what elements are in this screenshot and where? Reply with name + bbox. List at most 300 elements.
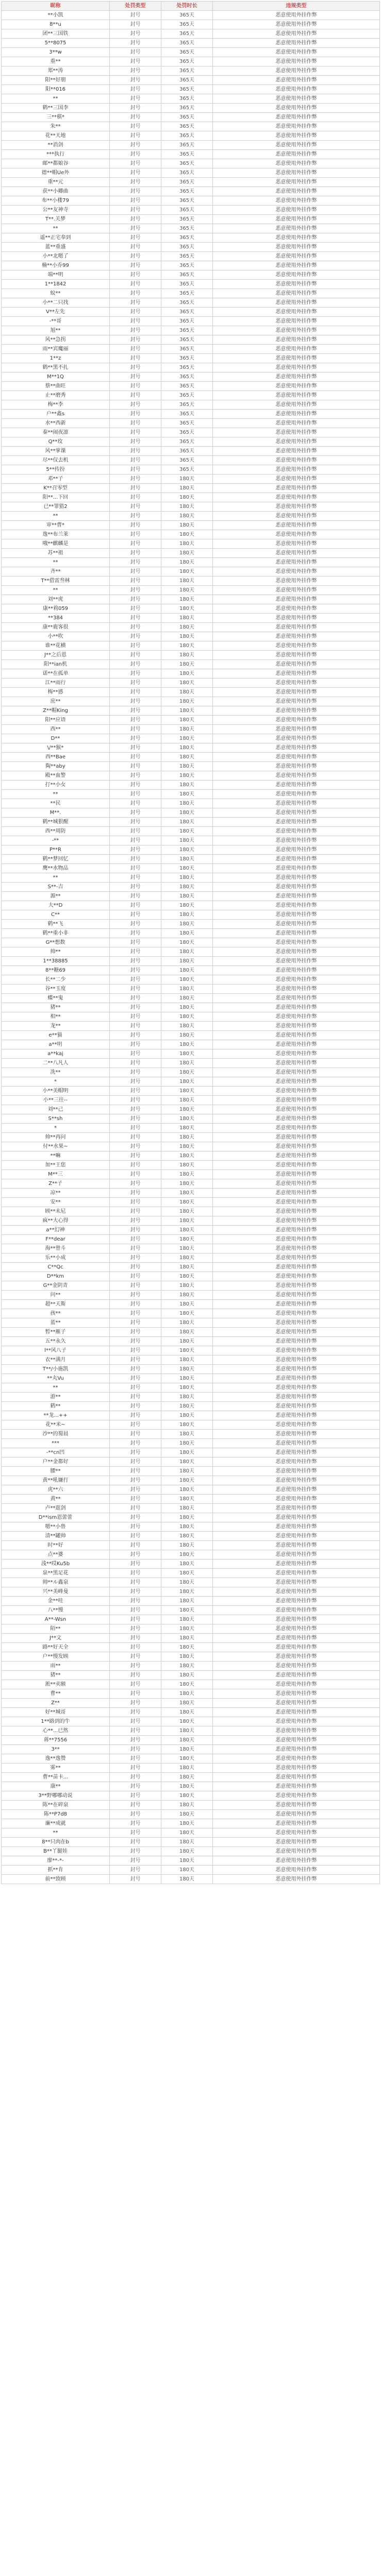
cell-penalty-duration: 180天: [161, 1235, 213, 1244]
cell-violation-type: 恶意使用外挂作弊: [213, 1810, 380, 1819]
cell-nickname: 逸**布兰莱: [2, 530, 110, 539]
cell-penalty-duration: 180天: [161, 1309, 213, 1318]
cell-violation-type: 恶意使用外挂作弊: [213, 1458, 380, 1467]
table-row: [2, 1754, 380, 1764]
cell-penalty-type: 封号: [110, 1439, 161, 1448]
cell-violation-type: 恶意使用外挂作弊: [213, 335, 380, 345]
table-row: [2, 549, 380, 558]
cell-penalty-type: 封号: [110, 1550, 161, 1560]
cell-violation-type: 恶意使用外挂作弊: [213, 187, 380, 196]
table-row: [2, 484, 380, 493]
cell-nickname: 猪**: [2, 1003, 110, 1012]
table-row: [2, 985, 380, 994]
table-row: [2, 1393, 380, 1402]
table-row: [2, 1847, 380, 1856]
cell-violation-type: 恶意使用外挂作弊: [213, 549, 380, 558]
cell-nickname: 源**: [2, 892, 110, 901]
table-row: [2, 1550, 380, 1560]
table-row: [2, 1828, 380, 1838]
cell-penalty-type: 封号: [110, 1856, 161, 1866]
cell-penalty-duration: 180天: [161, 567, 213, 577]
cell-nickname: 孩**: [2, 1309, 110, 1318]
cell-violation-type: 恶意使用外挂作弊: [213, 280, 380, 289]
cell-nickname: 3**: [2, 1745, 110, 1754]
cell-nickname: 黄**吼嫌打: [2, 1476, 110, 1485]
cell-penalty-type: 封号: [110, 178, 161, 187]
table-row: [2, 39, 380, 48]
cell-nickname: 5**传扮: [2, 465, 110, 474]
table-row: [2, 781, 380, 790]
table-row: [2, 595, 380, 604]
cell-nickname: 江**雨行: [2, 679, 110, 688]
cell-penalty-duration: 180天: [161, 1504, 213, 1513]
table-row: [2, 502, 380, 512]
cell-nickname: 尽**仅去机: [2, 456, 110, 465]
table-row: [2, 586, 380, 595]
cell-penalty-type: 封号: [110, 474, 161, 484]
cell-penalty-duration: 180天: [161, 725, 213, 734]
cell-penalty-duration: 180天: [161, 1791, 213, 1801]
cell-penalty-duration: 180天: [161, 1615, 213, 1624]
table-row: [2, 1819, 380, 1828]
table-row: [2, 280, 380, 289]
cell-penalty-duration: 365天: [161, 57, 213, 66]
table-row: [2, 66, 380, 76]
cell-penalty-duration: 180天: [161, 1726, 213, 1736]
cell-penalty-type: 封号: [110, 1337, 161, 1346]
cell-penalty-duration: 180天: [161, 892, 213, 901]
cell-violation-type: 恶意使用外挂作弊: [213, 623, 380, 632]
cell-penalty-type: 封号: [110, 641, 161, 651]
cell-nickname: 阳**好朋: [2, 76, 110, 85]
cell-violation-type: 恶意使用外挂作弊: [213, 651, 380, 660]
cell-nickname: 凉**: [2, 1189, 110, 1198]
cell-penalty-type: 封号: [110, 113, 161, 122]
table-row: [2, 1355, 380, 1365]
cell-nickname: 小**美帽明: [2, 1087, 110, 1096]
cell-nickname: 阳**016: [2, 85, 110, 94]
cell-penalty-type: 封号: [110, 1151, 161, 1161]
cell-penalty-type: 封号: [110, 1189, 161, 1198]
cell-penalty-duration: 180天: [161, 1652, 213, 1662]
cell-nickname: 超**天斯: [2, 1300, 110, 1309]
cell-penalty-duration: 180天: [161, 484, 213, 493]
table-row: [2, 1448, 380, 1458]
cell-penalty-type: 封号: [110, 1504, 161, 1513]
cell-penalty-type: 封号: [110, 1049, 161, 1059]
cell-penalty-type: 封号: [110, 836, 161, 845]
cell-penalty-type: 封号: [110, 1569, 161, 1578]
cell-penalty-duration: 180天: [161, 1495, 213, 1504]
cell-violation-type: 恶意使用外挂作弊: [213, 1291, 380, 1300]
table-row: [2, 1263, 380, 1272]
cell-penalty-type: 封号: [110, 410, 161, 419]
table-row: [2, 1726, 380, 1736]
cell-nickname: 兴**美峰曼: [2, 1587, 110, 1597]
cell-violation-type: 恶意使用外挂作弊: [213, 595, 380, 604]
cell-penalty-duration: 180天: [161, 1253, 213, 1263]
cell-nickname: 问**: [2, 1291, 110, 1300]
cell-penalty-duration: 365天: [161, 66, 213, 76]
cell-penalty-duration: 180天: [161, 947, 213, 957]
table-row: [2, 558, 380, 567]
cell-penalty-duration: 180天: [161, 1578, 213, 1587]
cell-violation-type: 恶意使用外挂作弊: [213, 1708, 380, 1717]
cell-penalty-type: 封号: [110, 994, 161, 1003]
cell-nickname: 雨**: [2, 1662, 110, 1671]
cell-penalty-type: 封号: [110, 1736, 161, 1745]
cell-nickname: S**sh: [2, 1114, 110, 1124]
cell-penalty-type: 封号: [110, 558, 161, 567]
table-row: [2, 873, 380, 883]
cell-penalty-duration: 180天: [161, 1355, 213, 1365]
cell-violation-type: 恶意使用外挂作弊: [213, 1634, 380, 1643]
cell-penalty-type: 封号: [110, 669, 161, 679]
cell-nickname: 殿**血警: [2, 771, 110, 781]
table-row: [2, 1801, 380, 1810]
cell-nickname: 冼**: [2, 1068, 110, 1077]
cell-penalty-duration: 180天: [161, 474, 213, 484]
cell-violation-type: 恶意使用外挂作弊: [213, 1726, 380, 1736]
cell-nickname: 西**: [2, 725, 110, 734]
cell-violation-type: 恶意使用外挂作弊: [213, 206, 380, 215]
cell-penalty-type: 封号: [110, 845, 161, 855]
table-row: [2, 1485, 380, 1495]
cell-violation-type: 恶意使用外挂作弊: [213, 76, 380, 85]
table-row: [2, 512, 380, 521]
cell-nickname: a**幻神: [2, 1226, 110, 1235]
cell-penalty-type: 封号: [110, 734, 161, 743]
table-row: [2, 1235, 380, 1244]
table-row: [2, 1764, 380, 1773]
cell-penalty-type: 封号: [110, 539, 161, 549]
cell-penalty-duration: 180天: [161, 957, 213, 966]
table-row: [2, 1773, 380, 1782]
cell-violation-type: 恶意使用外挂作弊: [213, 975, 380, 985]
cell-violation-type: 恶意使用外挂作弊: [213, 1866, 380, 1875]
table-row: [2, 104, 380, 113]
cell-violation-type: 恶意使用外挂作弊: [213, 419, 380, 428]
cell-violation-type: 恶意使用外挂作弊: [213, 883, 380, 892]
cell-violation-type: 恶意使用外挂作弊: [213, 447, 380, 456]
cell-violation-type: 恶意使用外挂作弊: [213, 1244, 380, 1253]
cell-violation-type: 恶意使用外挂作弊: [213, 771, 380, 781]
cell-nickname: G**想数: [2, 938, 110, 947]
table-row: [2, 883, 380, 892]
cell-nickname: 齐**: [2, 567, 110, 577]
cell-nickname: 花**天地: [2, 131, 110, 141]
cell-penalty-duration: 180天: [161, 762, 213, 771]
table-row: [2, 233, 380, 243]
cell-penalty-duration: 365天: [161, 122, 213, 131]
cell-penalty-type: 封号: [110, 1216, 161, 1226]
table-row: [2, 1420, 380, 1430]
cell-violation-type: 恶意使用外挂作弊: [213, 1689, 380, 1699]
cell-penalty-duration: 180天: [161, 1773, 213, 1782]
header-penalty-type: 处罚类型: [110, 2, 161, 11]
cell-violation-type: 恶意使用外挂作弊: [213, 48, 380, 57]
cell-nickname: **: [2, 873, 110, 883]
table-row: [2, 1142, 380, 1151]
cell-nickname: 疯**大心得: [2, 1216, 110, 1226]
cell-violation-type: 恶意使用外挂作弊: [213, 1133, 380, 1142]
table-row: [2, 808, 380, 818]
cell-penalty-duration: 180天: [161, 1142, 213, 1151]
cell-penalty-duration: 180天: [161, 771, 213, 781]
cell-nickname: 团**三国铁: [2, 29, 110, 39]
cell-penalty-duration: 180天: [161, 1198, 213, 1207]
cell-violation-type: 恶意使用外挂作弊: [213, 1253, 380, 1263]
cell-penalty-duration: 180天: [161, 1059, 213, 1068]
cell-penalty-duration: 365天: [161, 410, 213, 419]
cell-nickname: ***执行: [2, 150, 110, 159]
cell-penalty-type: 封号: [110, 400, 161, 410]
cell-violation-type: 恶意使用外挂作弊: [213, 1801, 380, 1810]
cell-nickname: **消剑: [2, 141, 110, 150]
cell-penalty-type: 封号: [110, 790, 161, 799]
table-row: [2, 410, 380, 419]
cell-penalty-duration: 180天: [161, 1133, 213, 1142]
cell-penalty-duration: 180天: [161, 743, 213, 753]
cell-violation-type: 恶意使用外挂作弊: [213, 456, 380, 465]
cell-penalty-type: 封号: [110, 437, 161, 447]
table-row: [2, 641, 380, 651]
cell-violation-type: 恶意使用外挂作弊: [213, 521, 380, 530]
cell-violation-type: 恶意使用外挂作弊: [213, 243, 380, 252]
cell-nickname: D**km: [2, 1272, 110, 1281]
cell-penalty-type: 封号: [110, 1179, 161, 1189]
table-row: [2, 465, 380, 474]
cell-penalty-type: 封号: [110, 345, 161, 354]
cell-violation-type: 恶意使用外挂作弊: [213, 1003, 380, 1012]
cell-nickname: 付**水果~: [2, 1142, 110, 1151]
cell-violation-type: 恶意使用外挂作弊: [213, 1513, 380, 1522]
cell-violation-type: 恶意使用外挂作弊: [213, 1411, 380, 1420]
cell-penalty-duration: 365天: [161, 215, 213, 224]
cell-penalty-type: 封号: [110, 502, 161, 512]
cell-penalty-type: 封号: [110, 233, 161, 243]
cell-violation-type: 恶意使用外挂作弊: [213, 1485, 380, 1495]
cell-nickname: 海**曾斗: [2, 1244, 110, 1253]
table-row: [2, 113, 380, 122]
table-row: [2, 771, 380, 781]
cell-nickname: 相**: [2, 1012, 110, 1022]
cell-violation-type: 恶意使用外挂作弊: [213, 994, 380, 1003]
cell-nickname: 小**吹: [2, 632, 110, 641]
cell-penalty-type: 封号: [110, 1300, 161, 1309]
table-row: [2, 456, 380, 465]
table-row: [2, 1151, 380, 1161]
cell-penalty-type: 封号: [110, 1207, 161, 1216]
cell-penalty-type: 封号: [110, 1077, 161, 1087]
table-row: [2, 1439, 380, 1448]
table-row: [2, 901, 380, 910]
cell-violation-type: 恶意使用外挂作弊: [213, 1365, 380, 1374]
cell-violation-type: 恶意使用外挂作弊: [213, 762, 380, 771]
cell-nickname: K**召零型: [2, 484, 110, 493]
cell-penalty-type: 封号: [110, 883, 161, 892]
cell-penalty-duration: 180天: [161, 632, 213, 641]
cell-penalty-type: 封号: [110, 66, 161, 76]
cell-penalty-type: 封号: [110, 1587, 161, 1597]
cell-penalty-type: 封号: [110, 873, 161, 883]
cell-nickname: M**三: [2, 1170, 110, 1179]
cell-penalty-duration: 180天: [161, 873, 213, 883]
cell-penalty-duration: 180天: [161, 1022, 213, 1031]
cell-violation-type: 恶意使用外挂作弊: [213, 1578, 380, 1587]
cell-nickname: Z**: [2, 1699, 110, 1708]
cell-nickname: Z**帽King: [2, 706, 110, 716]
cell-penalty-duration: 365天: [161, 48, 213, 57]
cell-nickname: 布**小楼79: [2, 196, 110, 206]
cell-penalty-duration: 180天: [161, 1476, 213, 1485]
cell-penalty-type: 封号: [110, 1652, 161, 1662]
table-row: [2, 1049, 380, 1059]
cell-penalty-duration: 180天: [161, 901, 213, 910]
cell-penalty-type: 封号: [110, 289, 161, 298]
cell-nickname: 浅**哎Ku5b: [2, 1560, 110, 1569]
cell-violation-type: 恶意使用外挂作弊: [213, 1068, 380, 1077]
cell-violation-type: 恶意使用外挂作弊: [213, 1402, 380, 1411]
cell-violation-type: 恶意使用外挂作弊: [213, 530, 380, 539]
cell-penalty-type: 封号: [110, 298, 161, 308]
cell-nickname: **: [2, 790, 110, 799]
table-row: [2, 1791, 380, 1801]
cell-penalty-type: 封号: [110, 799, 161, 808]
cell-penalty-type: 封号: [110, 1420, 161, 1430]
cell-violation-type: 恶意使用外挂作弊: [213, 1754, 380, 1764]
table-row: [2, 159, 380, 168]
cell-penalty-type: 封号: [110, 1253, 161, 1263]
cell-penalty-duration: 365天: [161, 261, 213, 270]
cell-penalty-duration: 180天: [161, 539, 213, 549]
cell-violation-type: 恶意使用外挂作弊: [213, 827, 380, 836]
table-row: [2, 1291, 380, 1300]
cell-penalty-type: 封号: [110, 530, 161, 539]
cell-nickname: 户**鑫s: [2, 410, 110, 419]
table-row: [2, 892, 380, 901]
cell-nickname: 风**急拐: [2, 335, 110, 345]
cell-penalty-type: 封号: [110, 1754, 161, 1764]
cell-violation-type: 恶意使用外挂作弊: [213, 11, 380, 20]
header-penalty-duration: 处罚时长: [161, 2, 213, 11]
cell-violation-type: 恶意使用外挂作弊: [213, 1819, 380, 1828]
cell-penalty-duration: 365天: [161, 168, 213, 178]
cell-penalty-duration: 365天: [161, 243, 213, 252]
cell-penalty-duration: 180天: [161, 920, 213, 929]
cell-penalty-duration: 180天: [161, 1828, 213, 1838]
cell-penalty-duration: 180天: [161, 1124, 213, 1133]
cell-nickname: 哦**麒麟是: [2, 539, 110, 549]
cell-nickname: M**1Q: [2, 372, 110, 382]
table-row: [2, 743, 380, 753]
cell-violation-type: 恶意使用外挂作弊: [213, 558, 380, 567]
cell-nickname: 1**1842: [2, 280, 110, 289]
cell-violation-type: 恶意使用外挂作弊: [213, 901, 380, 910]
table-row: [2, 734, 380, 743]
cell-penalty-duration: 365天: [161, 131, 213, 141]
cell-violation-type: 恶意使用外挂作弊: [213, 391, 380, 400]
table-row: [2, 539, 380, 549]
cell-violation-type: 恶意使用外挂作弊: [213, 465, 380, 474]
table-row: [2, 1680, 380, 1689]
table-row: [2, 1430, 380, 1439]
cell-penalty-type: 封号: [110, 326, 161, 335]
cell-violation-type: 恶意使用外挂作弊: [213, 1782, 380, 1791]
cell-nickname: 楠**小乔99: [2, 261, 110, 270]
cell-penalty-type: 封号: [110, 1096, 161, 1105]
cell-nickname: B**丫腿娃: [2, 1847, 110, 1856]
cell-penalty-type: 封号: [110, 1374, 161, 1383]
cell-penalty-type: 封号: [110, 1522, 161, 1532]
cell-violation-type: 恶意使用外挂作弊: [213, 66, 380, 76]
cell-penalty-type: 封号: [110, 762, 161, 771]
cell-penalty-duration: 180天: [161, 549, 213, 558]
cell-violation-type: 恶意使用外挂作弊: [213, 938, 380, 947]
cell-penalty-duration: 180天: [161, 1087, 213, 1096]
cell-penalty-duration: 180天: [161, 697, 213, 706]
cell-penalty-type: 封号: [110, 1402, 161, 1411]
cell-penalty-type: 封号: [110, 1791, 161, 1801]
table-row: [2, 1253, 380, 1263]
cell-nickname: J**文: [2, 1634, 110, 1643]
cell-penalty-type: 封号: [110, 428, 161, 437]
cell-penalty-duration: 365天: [161, 382, 213, 391]
cell-penalty-duration: 365天: [161, 345, 213, 354]
table-row: [2, 1652, 380, 1662]
cell-penalty-duration: 180天: [161, 1318, 213, 1328]
cell-nickname: V**左先: [2, 308, 110, 317]
cell-nickname: 公**友神寺: [2, 206, 110, 215]
cell-violation-type: 恶意使用外挂作弊: [213, 1643, 380, 1652]
cell-penalty-duration: 365天: [161, 11, 213, 20]
cell-nickname: 清**罐帅: [2, 1532, 110, 1541]
table-row: [2, 131, 380, 141]
cell-violation-type: 恶意使用外挂作弊: [213, 1522, 380, 1532]
table-row: [2, 20, 380, 29]
cell-violation-type: 恶意使用外挂作弊: [213, 57, 380, 66]
cell-nickname: 梅**李: [2, 400, 110, 410]
cell-penalty-type: 封号: [110, 577, 161, 586]
cell-penalty-type: 封号: [110, 215, 161, 224]
cell-nickname: ***: [2, 1439, 110, 1448]
cell-nickname: J**之后恩: [2, 651, 110, 660]
cell-violation-type: 恶意使用外挂作弊: [213, 1662, 380, 1671]
cell-penalty-duration: 180天: [161, 845, 213, 855]
table-row: [2, 632, 380, 641]
cell-violation-type: 恶意使用外挂作弊: [213, 1420, 380, 1430]
cell-violation-type: 恶意使用外挂作弊: [213, 864, 380, 873]
cell-penalty-type: 封号: [110, 1513, 161, 1522]
cell-nickname: S**-吉: [2, 883, 110, 892]
cell-violation-type: 恶意使用外挂作弊: [213, 502, 380, 512]
cell-penalty-duration: 180天: [161, 1244, 213, 1253]
table-row: [2, 252, 380, 261]
cell-penalty-type: 封号: [110, 688, 161, 697]
table-row: [2, 530, 380, 539]
cell-violation-type: 恶意使用外挂作弊: [213, 1448, 380, 1458]
cell-nickname: 雾**: [2, 1764, 110, 1773]
table-row: [2, 827, 380, 836]
cell-nickname: 帅**: [2, 947, 110, 957]
cell-penalty-type: 封号: [110, 419, 161, 428]
cell-violation-type: 恶意使用外挂作弊: [213, 298, 380, 308]
table-row: [2, 1346, 380, 1355]
cell-nickname: 朱**: [2, 122, 110, 131]
table-row: [2, 1838, 380, 1847]
cell-penalty-duration: 180天: [161, 1662, 213, 1671]
cell-penalty-duration: 180天: [161, 1875, 213, 1884]
